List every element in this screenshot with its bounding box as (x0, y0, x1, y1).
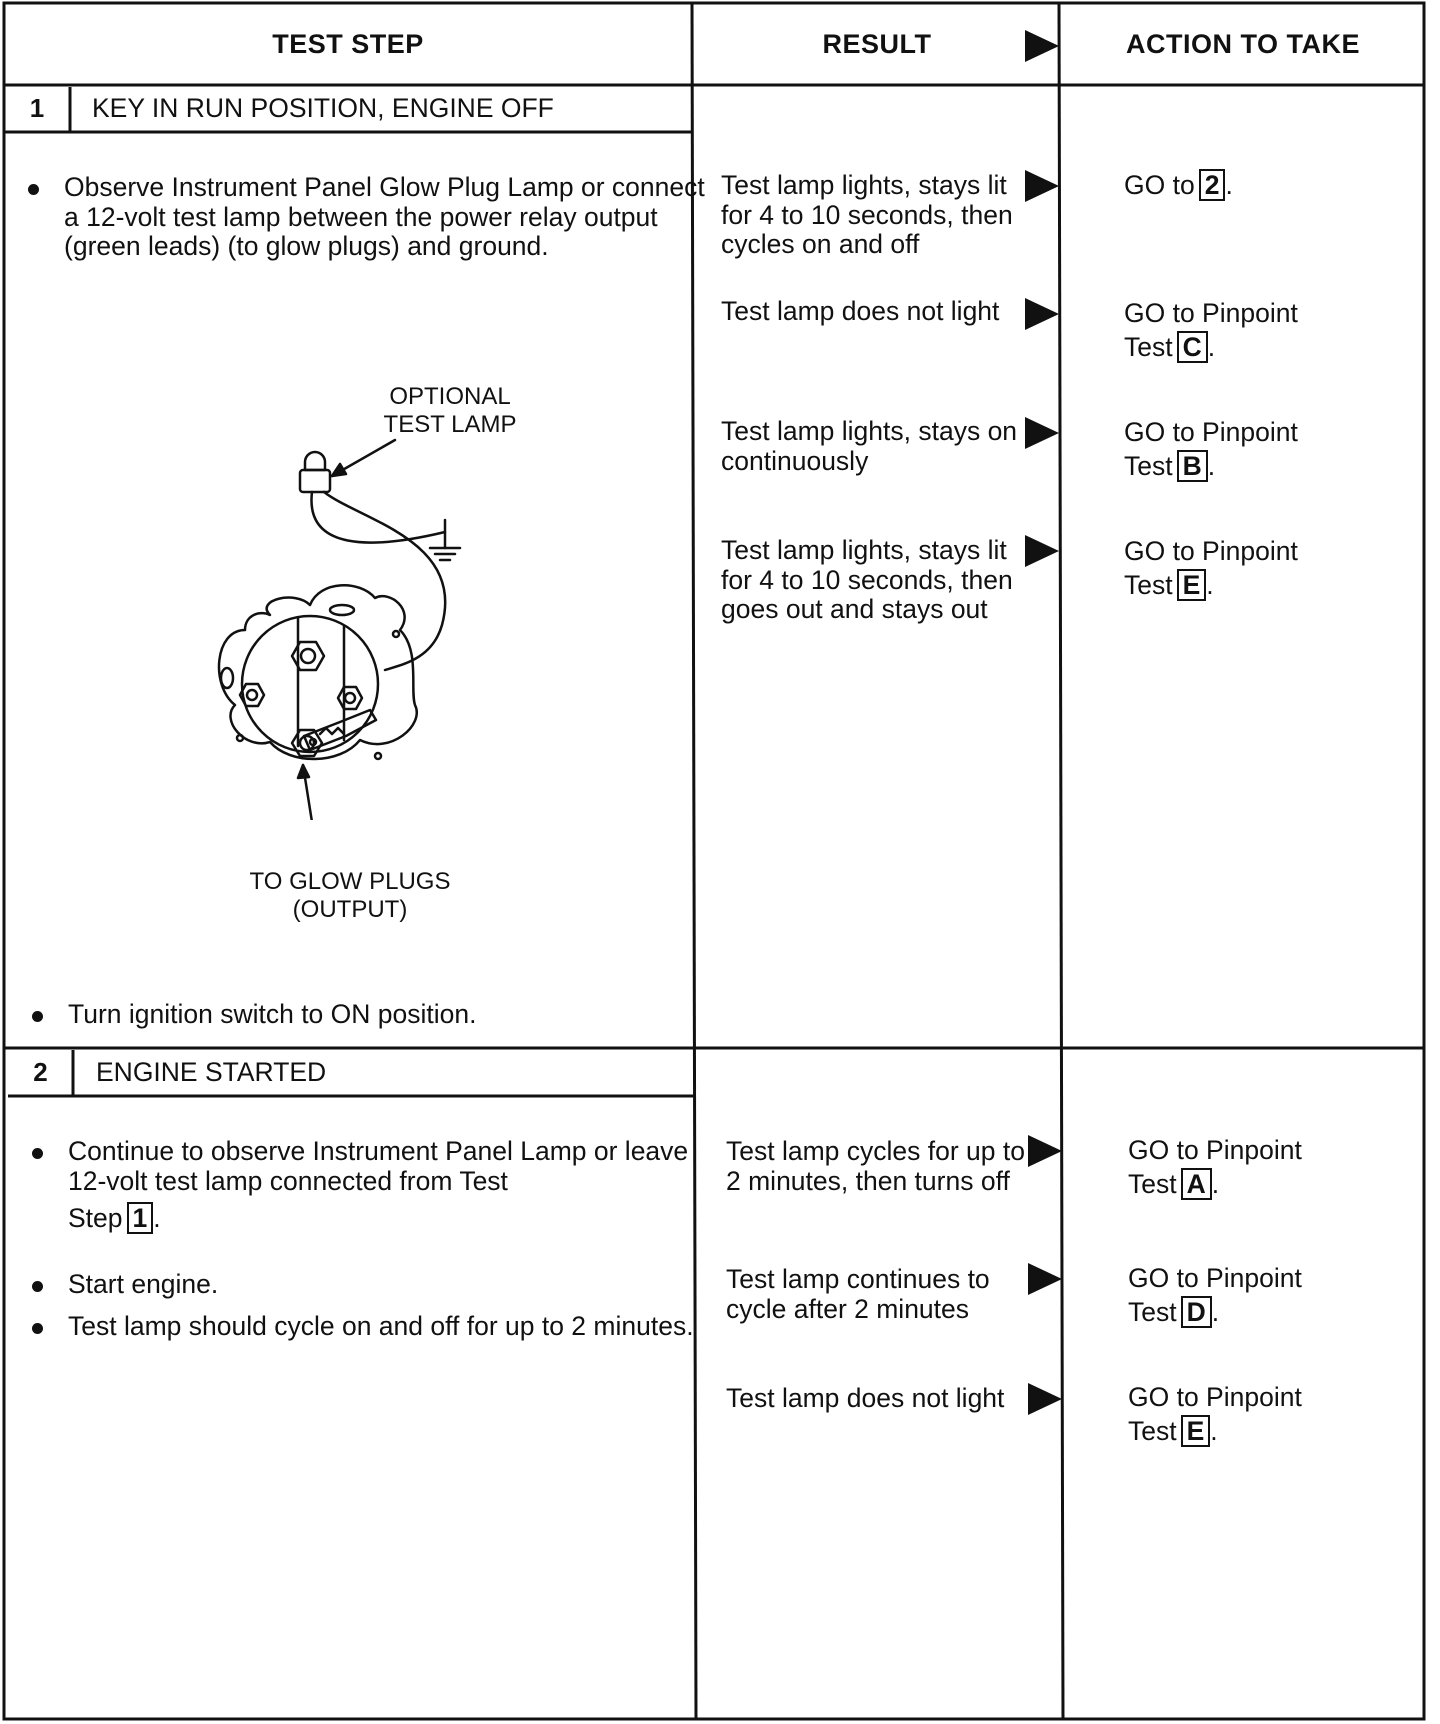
step2-number: 2 (33, 1057, 48, 1087)
result-arrow-icon (1025, 170, 1059, 202)
step1-action-2: GO to Pinpoint Test C . (1124, 296, 1414, 364)
step2-instruction2 (32, 1270, 708, 1300)
action-text: Test (1124, 451, 1173, 481)
step-ref-1[interactable]: 1 (127, 1202, 154, 1234)
result-arrow-icon (1028, 1135, 1062, 1167)
step1-instruction1-text: Observe Instrument Panel Glow Plug Lamp or connect a 12-volt test lamp between the power relay output (green leads) (to glow plugs) and ground. (64, 172, 705, 261)
action-text: GO to Pinpoint (1124, 417, 1298, 447)
output-leader-arrowhead-icon (298, 765, 309, 778)
pinpoint-test-ref-c[interactable]: C (1177, 331, 1208, 363)
pinpoint-test-ref-b[interactable]: B (1177, 450, 1208, 482)
figure-label-lamp-line1: OPTIONAL (389, 383, 511, 410)
action-text: Test (1124, 332, 1173, 362)
action-text: GO to Pinpoint (1128, 1263, 1302, 1293)
step2-result-1: Test lamp cycles for up to 2 minutes, then turns off (726, 1136, 1025, 1196)
step2-result-2: Test lamp continues to cycle after 2 minutes (726, 1264, 990, 1324)
action-text: Test (1128, 1416, 1177, 1446)
step2-action-1: GO to Pinpoint Test A . (1128, 1133, 1418, 1201)
bullet-icon (28, 184, 39, 195)
result-arrow-icon (1028, 1263, 1062, 1295)
step-ref-2[interactable]: 2 (1199, 169, 1226, 201)
test-lamp-bulb-icon (305, 452, 325, 470)
step1-result-1: Test lamp lights, stays lit for 4 to 10 seconds, then cycles on and off (721, 170, 1013, 259)
figure-label-test-lamp (360, 383, 540, 439)
step1-instruction2 (32, 1000, 718, 1030)
action-text: GO to Pinpoint (1124, 298, 1298, 328)
glow-plug-relay-diagram (200, 420, 500, 820)
lamp-leader-arrowhead-icon (332, 464, 346, 476)
bullet-icon (32, 1323, 43, 1334)
step1-result-2: Test lamp does not light (721, 296, 1000, 326)
relay-housing (219, 585, 417, 759)
relay-slot (330, 605, 354, 615)
step1-title: KEY IN RUN POSITION, ENGINE OFF (92, 93, 554, 123)
step2-instruction3-text: Test lamp should cycle on and off for up to 2 minutes. (68, 1311, 694, 1341)
step2-title: ENGINE STARTED (96, 1057, 327, 1087)
header-action: ACTION TO TAKE (1126, 29, 1360, 59)
header-arrow-icon (1025, 30, 1059, 62)
bullet-icon (32, 1281, 43, 1292)
relay-mount-hole (221, 668, 233, 688)
pinpoint-test-ref-e[interactable]: E (1177, 569, 1207, 601)
figure-label-output-line1: TO GLOW PLUGS (249, 868, 451, 895)
step1-number: 1 (29, 93, 45, 123)
header-test-step: TEST STEP (272, 29, 424, 59)
step1-result-4: Test lamp lights, stays lit for 4 to 10 seconds, then goes out and stays out (721, 535, 1013, 624)
action-text: Test (1128, 1297, 1177, 1327)
col-divider-2 (1059, 3, 1063, 1719)
action-text: Test (1124, 570, 1173, 600)
action-text: Test (1128, 1169, 1177, 1199)
step2-instruction3 (32, 1312, 713, 1342)
figure-label-lamp-line2: TEST LAMP (383, 411, 517, 438)
step1-action-1: GO to 2 . (1124, 170, 1233, 200)
step2-instruction2-text: Start engine. (68, 1269, 219, 1299)
relay-face (242, 616, 378, 752)
figure-label-output (220, 868, 480, 924)
step2-action-2: GO to Pinpoint Test D . (1128, 1261, 1418, 1329)
step2-instruction1-text: Continue to observe Instrument Panel Lamp or leave 12-volt test lamp connected from Test (68, 1136, 689, 1196)
step1-result-3: Test lamp lights, stays on continuously (721, 416, 1018, 476)
lamp-ground-wire (311, 492, 445, 543)
result-arrow-icon (1025, 298, 1059, 330)
result-arrow-icon (1028, 1383, 1062, 1415)
step1-instruction1 (28, 173, 714, 262)
step2-result-3: Test lamp does not light (726, 1383, 1005, 1413)
result-arrow-icon (1025, 535, 1059, 567)
test-lamp-base-icon (300, 470, 330, 492)
step1-instruction2-text: Turn ignition switch to ON position. (68, 999, 477, 1029)
step2-action-3: GO to Pinpoint Test E . (1128, 1380, 1418, 1448)
header-result: RESULT (822, 29, 932, 59)
bullet-icon (32, 1011, 43, 1022)
figure-label-output-line2: (OUTPUT) (292, 896, 408, 923)
action-text: GO to Pinpoint (1128, 1382, 1302, 1412)
action-text: GO to Pinpoint (1128, 1135, 1302, 1165)
lamp-output-wire (324, 492, 445, 670)
relay-terminal-right (338, 687, 362, 709)
action-text: GO to Pinpoint (1124, 536, 1298, 566)
result-arrow-icon (1025, 417, 1059, 449)
pinpoint-test-ref-a[interactable]: A (1181, 1168, 1212, 1200)
bullet-icon (32, 1148, 43, 1159)
step2-instruction1: Continue to observe Instrument Panel Lamp or leave 12-volt test lamp connected from Test Step 1 . (32, 1137, 708, 1234)
step2-instruction1-line3: Step (68, 1203, 123, 1233)
step1-action-4: GO to Pinpoint Test E . (1124, 534, 1414, 602)
action-text: GO to (1124, 170, 1195, 200)
pinpoint-test-ref-d[interactable]: D (1181, 1296, 1212, 1328)
pinpoint-test-ref-e[interactable]: E (1181, 1415, 1211, 1447)
step1-action-3: GO to Pinpoint Test B . (1124, 415, 1414, 483)
